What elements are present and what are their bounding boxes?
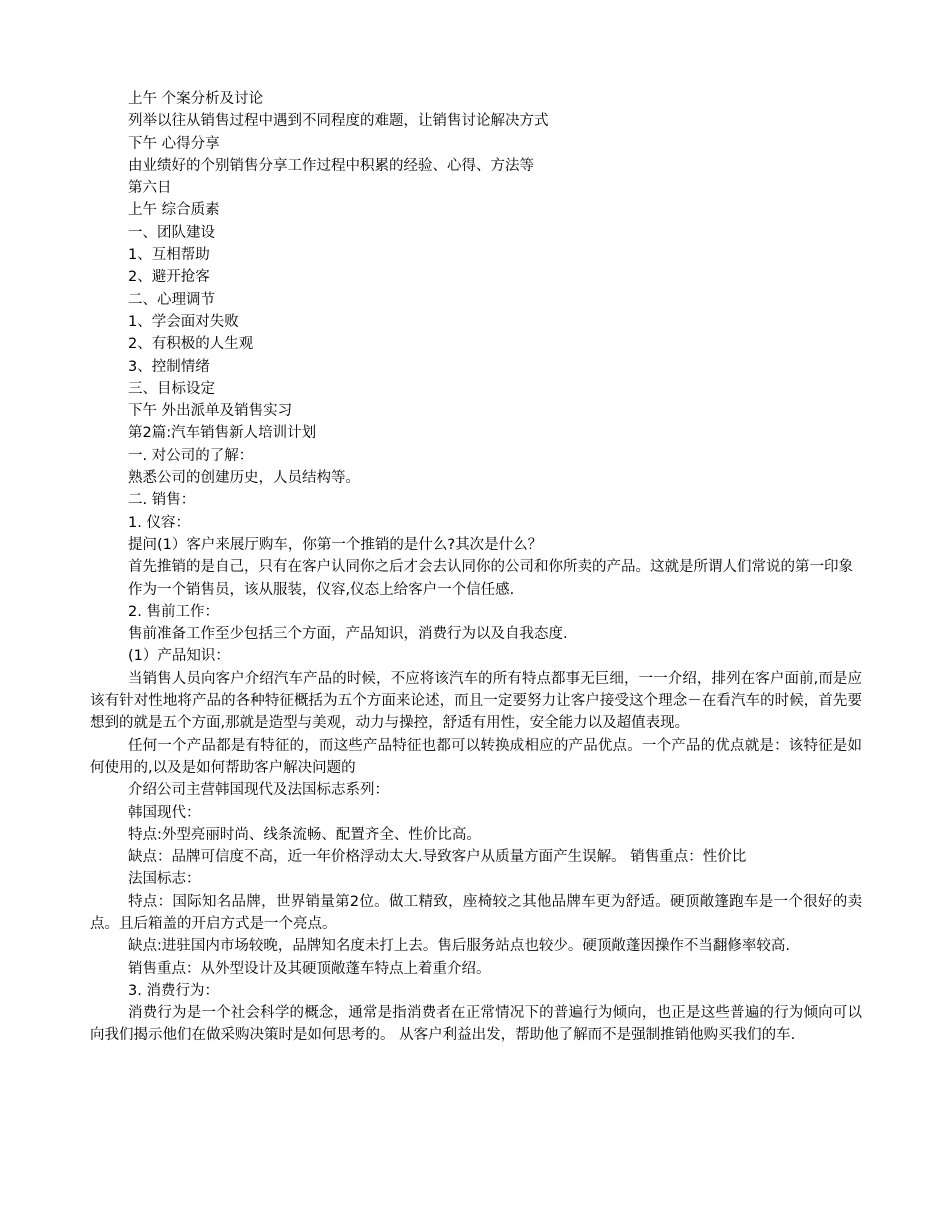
list-item: 2、有积极的人生观 <box>128 336 254 353</box>
text-line: 上午 综合质素 <box>128 202 220 219</box>
text-line: 韩国现代： <box>128 804 201 821</box>
text-line: 列举以往从销售过程中遇到不同程度的难题，让销售讨论解决方式 <box>128 113 549 130</box>
text-line: 特点:外型亮丽时尚、线条流畅、配置齐全、性价比高。 <box>128 826 481 843</box>
paragraph: 消费行为是一个社会科学的概念，通常是指消费者在正常情况下的普遍行为倾向，也正是这些普遍的行为倾向可以向我们揭示他们在做采购决策时是如何思考的。 从客户利益出发，帮助他了解而不是强制推销他购买我们的车. <box>90 1005 862 1044</box>
text-line: 法国标志： <box>128 871 201 888</box>
text-line: 1. 仪容： <box>128 514 190 531</box>
text-line: (1）产品知识： <box>128 648 230 665</box>
text-line: 销售重点：从外型设计及其硬顶敞蓬车特点上着重介绍。 <box>128 960 491 977</box>
article-title: 第2篇:汽车销售新人培训计划 <box>128 425 317 442</box>
list-item: 3、控制情绪 <box>128 358 210 375</box>
text-line: 3. 消费行为： <box>128 982 219 999</box>
paragraph: 当销售人员向客户介绍汽车产品的时候，不应将该汽车的所有特点都事无巨细，一一介绍，排列在客户面前,而是应该有针对性地将产品的各种特征概括为五个方面来论述，而且一定要努力让客户接受这个理念－在看汽车的时候，首先要想到的就是五个方面,那就是造型与美观，动力与操控，舒适有用性，安全能力以及超值表现。 <box>90 670 862 732</box>
text-line: 售前准备工作至少包括三个方面，产品知识，消费行为以及自我态度. <box>128 626 568 643</box>
document-body <box>90 88 862 1047</box>
text-line: 下午 心得分享 <box>128 135 220 152</box>
text-line: 下午 外出派单及销售实习 <box>128 403 293 420</box>
text-line: 一. 对公司的了解： <box>128 447 254 464</box>
text-line: 二. 销售： <box>128 492 196 509</box>
text-line: 熟悉公司的创建历史，人员结构等。 <box>128 470 360 487</box>
text-line: 由业绩好的个别销售分享工作过程中积累的经验、心得、方法等 <box>128 157 534 174</box>
text-line: 缺点：品牌可信度不高，近一年价格浮动太大.导致客户从质量方面产生误解。 销售重点：性价比 <box>128 849 747 866</box>
text-line: 2. 售前工作： <box>128 603 219 620</box>
text-line: 作为一个销售员，该从服装，仪容,仪态上给客户一个信任感. <box>128 581 515 598</box>
paragraph: 首先推销的是自己，只有在客户认同你之后才会去认同你的公司和你所卖的产品。这就是所谓人们常说的第一印象 <box>128 559 853 576</box>
text-line: 介绍公司主营韩国现代及法国标志系列： <box>128 782 389 799</box>
paragraph: 特点：国际知名品牌，世界销量第2位。做工精致，座椅较之其他品牌车更为舒适。硬顶敞篷跑车是一个很好的卖点。且后箱盖的开启方式是一个亮点。 <box>90 893 862 932</box>
paragraph: 任何一个产品都是有特征的，而这些产品特征也都可以转换成相应的产品优点。一个产品的优点就是：该特征是如何使用的,以及是如何帮助客户解决问题的 <box>90 737 862 776</box>
list-item: 1、互相帮助 <box>128 247 210 264</box>
text-line: 上午 个案分析及讨论 <box>128 91 264 107</box>
text-line: 二、心理调节 <box>128 291 215 308</box>
list-item: 1、学会面对失败 <box>128 313 239 330</box>
section-heading: 第六日 <box>128 180 172 197</box>
paragraph: 缺点:进驻国内市场较晚，品牌知名度未打上去。售后服务站点也较少。硬顶敞蓬因操作不当翻修率较高. <box>128 938 790 955</box>
text-line: 三、目标设定 <box>128 380 215 397</box>
text-line: 一、团队建设 <box>128 224 215 241</box>
text-line: 提问(1）客户来展厅购车，你第一个推销的是什么?其次是什么？ <box>128 536 543 553</box>
list-item: 2、避开抢客 <box>128 269 210 286</box>
